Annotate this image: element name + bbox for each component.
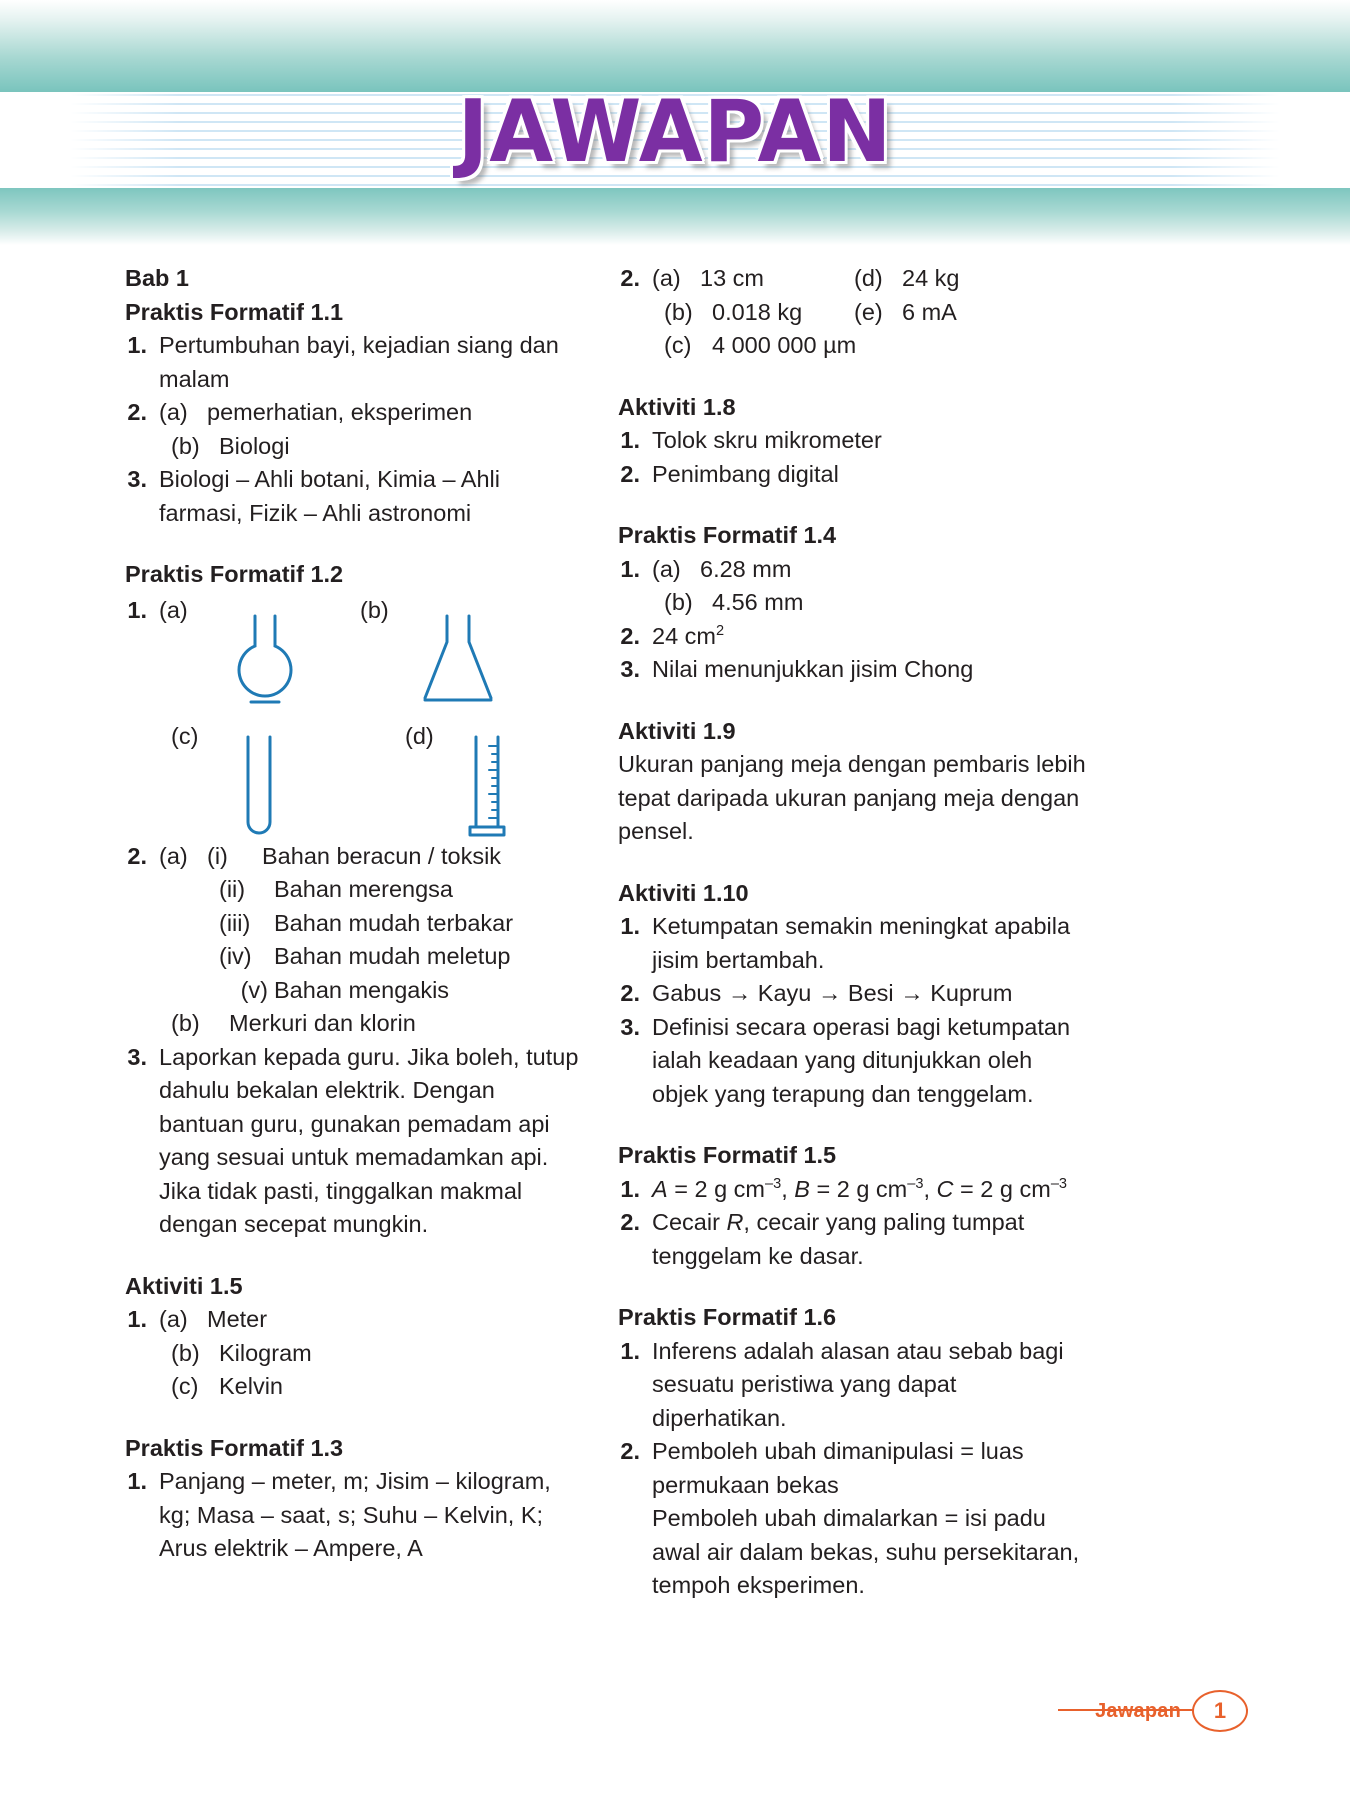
list-item (618, 910, 1088, 977)
item-text: Cecair R, cecair yang paling tumpat tenggelam ke dasar. (652, 1209, 1025, 1269)
item-sublabel: (b) (664, 589, 693, 615)
banner-gradient-top (0, 0, 1350, 92)
item-sublabel: (a) (159, 1306, 188, 1332)
section-heading-pf14: Praktis Formatif 1.4 (618, 522, 837, 548)
item-roman-label: (iv) (219, 943, 252, 969)
item-text: Kelvin (219, 1373, 284, 1399)
section-heading-pf16: Praktis Formatif 1.6 (618, 1304, 837, 1330)
item-sublabel: (c) (664, 332, 692, 358)
list-item (125, 907, 580, 941)
section-heading-akt15: Aktiviti 1.5 (125, 1272, 243, 1299)
figure-b-cell (360, 594, 408, 628)
item-text: Nilai menunjukkan jisim Chong (652, 656, 974, 682)
list-item (618, 262, 1088, 296)
item-number: 1. (620, 427, 640, 453)
item-number: 2. (620, 980, 640, 1006)
list-item (125, 430, 580, 464)
list-item (618, 586, 1088, 620)
measuring-cylinder-icon (458, 734, 516, 840)
list-item (125, 1465, 580, 1566)
test-tube-icon (230, 734, 288, 840)
figure-c-cell (171, 720, 219, 754)
item-number: 1. (620, 1175, 640, 1202)
item-number: 2. (620, 622, 640, 649)
item-sublabel: (a) (652, 555, 681, 582)
list-item (618, 1173, 1088, 1207)
item-number: 3. (620, 1013, 640, 1040)
list-item (618, 458, 1088, 492)
item-number: 2. (620, 460, 640, 487)
figure-label-a: (a) (159, 596, 188, 623)
spacer (125, 1404, 580, 1432)
item-text: 24 $cm^2$ (652, 622, 725, 649)
section-heading-akt110: Aktiviti 1.10 (618, 879, 749, 906)
section-heading-pf12: Praktis Formatif 1.2 (125, 561, 344, 587)
item-sublabel: (b) (171, 1339, 200, 1366)
item-text: Kilogram (219, 1339, 312, 1366)
item-number: 2. (620, 1438, 640, 1464)
item-text: 0.018 kg (712, 298, 803, 325)
item-number: 2. (127, 399, 147, 425)
list-item (125, 873, 580, 907)
glassware-figure-grid (125, 592, 580, 840)
item-text: Inferens adalah alasan atau sebab bagi sesuatu peristiwa yang dapat diperhatikan. (652, 1337, 1064, 1431)
item-sublabel: (c) (171, 1373, 199, 1399)
item-number: 1. (620, 1337, 640, 1364)
item-text: Bahan mudah terbakar (274, 909, 514, 936)
item-text: Ketumpatan semakin meningkat apabila jisim bertambah. (652, 913, 1071, 973)
item-text: 4.56 mm (712, 589, 804, 615)
item-number: 3. (127, 1043, 147, 1070)
section-heading-akt19: Aktiviti 1.9 (618, 717, 736, 744)
item-text: Pemboleh ubah dimalarkan = isi padu awal air dalam bekas, suhu persekitaran, tempoh eksperimen. (652, 1505, 1080, 1598)
list-item (618, 553, 1088, 587)
item-text: Bahan merengsa (274, 876, 453, 902)
figure-label-d: (d) (405, 722, 434, 749)
item-number: 1. (127, 332, 147, 358)
item-sublabel: (b) (171, 432, 200, 459)
right-column (618, 262, 1088, 1603)
item-text: 6 mA (902, 298, 957, 325)
item-text: Pertumbuhan bayi, kejadian siang dan malam (159, 332, 559, 392)
item-sublabel: (e) (854, 298, 883, 325)
section-heading-akt18: Aktiviti 1.8 (618, 393, 736, 420)
list-item (618, 977, 1088, 1011)
item-text: Bahan mengakis (274, 976, 450, 1003)
list-item (125, 1337, 580, 1371)
list-item (125, 396, 580, 430)
list-item (125, 1007, 580, 1041)
item-number: 3. (127, 466, 147, 492)
page-number-badge: 1 (1192, 1690, 1248, 1732)
item-number: 1. (620, 555, 640, 582)
item-text: Penimbang digital (652, 460, 839, 487)
item-text: Gabus → Kayu → Besi → Kuprum (652, 980, 1013, 1006)
item-text: Meter (207, 1306, 268, 1332)
spacer (618, 491, 1088, 519)
list-item (125, 974, 580, 1008)
item-text: Bahan mudah meletup (274, 943, 511, 969)
spacer (618, 687, 1088, 715)
list-item (125, 329, 580, 396)
item-text: A = 2 g $cm^{-3}$, B = 2 g $cm^{-3}$, C = 2 g $cm^{-3}$ (652, 1175, 1068, 1202)
round-bottom-flask-icon (225, 614, 305, 706)
list-item (125, 463, 580, 530)
item-text: 13 cm (700, 265, 764, 291)
item-sublabel: (b) (171, 1010, 200, 1036)
item-roman-label: (iii) (219, 909, 251, 936)
item-text: 6.28 mm (700, 555, 792, 582)
item-text: Laporkan kepada guru. Jika boleh, tutup dahulu bekalan elektrik. Dengan bantuan guru, gunakan pemadam api yang sesuai untuk memadamkan api. Jika tidak pasti, tinggalkan makmal dengan secepat mungkin. (159, 1043, 579, 1237)
page-header-banner (0, 0, 1350, 245)
item-text: Pemboleh ubah dimanipulasi = luas permukaan bekas (652, 1438, 1024, 1498)
list-item (618, 1502, 1088, 1603)
item-sublabel: (b) (664, 298, 693, 325)
spacer (618, 1111, 1088, 1139)
spacer (125, 1242, 580, 1270)
item-text: Biologi – Ahli botani, Kimia – Ahli farmasi, Fizik – Ahli astronomi (159, 466, 500, 526)
item-text: 4 000 000 µm (712, 332, 857, 358)
paragraph-akt19: Ukuran panjang meja dengan pembaris lebih tepat daripada ukuran panjang meja dengan pensel. (618, 751, 1086, 844)
page-title: JAWAPAN (457, 82, 893, 182)
list-item (618, 329, 1088, 363)
figure-d-cell (405, 720, 453, 754)
item-number: 3. (620, 656, 640, 682)
list-item (125, 1370, 580, 1404)
list-item (125, 840, 580, 874)
list-item (854, 262, 960, 296)
item-text: Definisi secara operasi bagi ketumpatan ialah keadaan yang ditunjukkan oleh objek yang terapung dan tenggelam. (652, 1013, 1071, 1107)
banner-gradient-bottom (0, 188, 1350, 245)
spacer (618, 363, 1088, 391)
item-text: Tolok skru mikrometer (652, 427, 882, 453)
section-heading-pf15: Praktis Formatif 1.5 (618, 1142, 837, 1168)
item-roman-label: (ii) (219, 876, 246, 902)
list-item (125, 1041, 580, 1242)
figure-a-cell (125, 594, 207, 628)
item-number: 2. (127, 842, 147, 869)
item-sublabel: (d) (854, 265, 883, 291)
list-item (618, 1335, 1088, 1436)
footer-label: Jawapan (1095, 1699, 1181, 1722)
list-item (618, 1011, 1088, 1112)
item-sublabel: (a) (652, 265, 681, 291)
item-number: 1. (127, 596, 147, 623)
item-number: 1. (620, 913, 640, 939)
item-text: Bahan beracun / toksik (262, 842, 502, 869)
list-item (618, 653, 1088, 687)
page-footer-badge (1095, 1690, 1248, 1732)
list-item (854, 296, 957, 330)
item-text: Merkuri dan klorin (229, 1010, 416, 1036)
list-item (618, 620, 1088, 654)
item-text: 24 kg (902, 265, 960, 291)
continued-item-2 (618, 262, 1088, 363)
item-roman-label: (i) (207, 842, 228, 869)
chapter-heading: Bab 1 (125, 265, 189, 291)
item-sublabel: (a) (159, 842, 188, 869)
left-column (125, 262, 580, 1566)
item-text: Panjang – meter, m; Jisim – kilogram, kg; Masa – saat, s; Suhu – Kelvin, K; Arus elektrik – Ampere, A (159, 1468, 551, 1561)
item-roman-label: (v) (240, 976, 268, 1003)
list-item (618, 1206, 1088, 1273)
spacer (618, 849, 1088, 877)
conical-flask-icon (417, 614, 501, 706)
item-number: 2. (620, 1209, 640, 1235)
list-item (618, 296, 1088, 330)
figure-label-b: (b) (360, 596, 389, 623)
list-item (618, 424, 1088, 458)
list-item (618, 1435, 1088, 1502)
item-text: Biologi (219, 432, 290, 459)
list-item (125, 940, 580, 974)
item-number: 1. (127, 1468, 147, 1494)
section-heading-pf13: Praktis Formatif 1.3 (125, 1434, 344, 1461)
item-number: 1. (127, 1306, 147, 1332)
figure-label-c: (c) (171, 722, 199, 749)
section-heading-pf11: Praktis Formatif 1.1 (125, 298, 344, 325)
item-number: 2. (620, 265, 640, 291)
list-item (125, 1303, 580, 1337)
item-sublabel: (a) (159, 399, 188, 425)
item-text: pemerhatian, eksperimen (207, 399, 473, 425)
spacer (618, 1273, 1088, 1301)
spacer (125, 530, 580, 558)
